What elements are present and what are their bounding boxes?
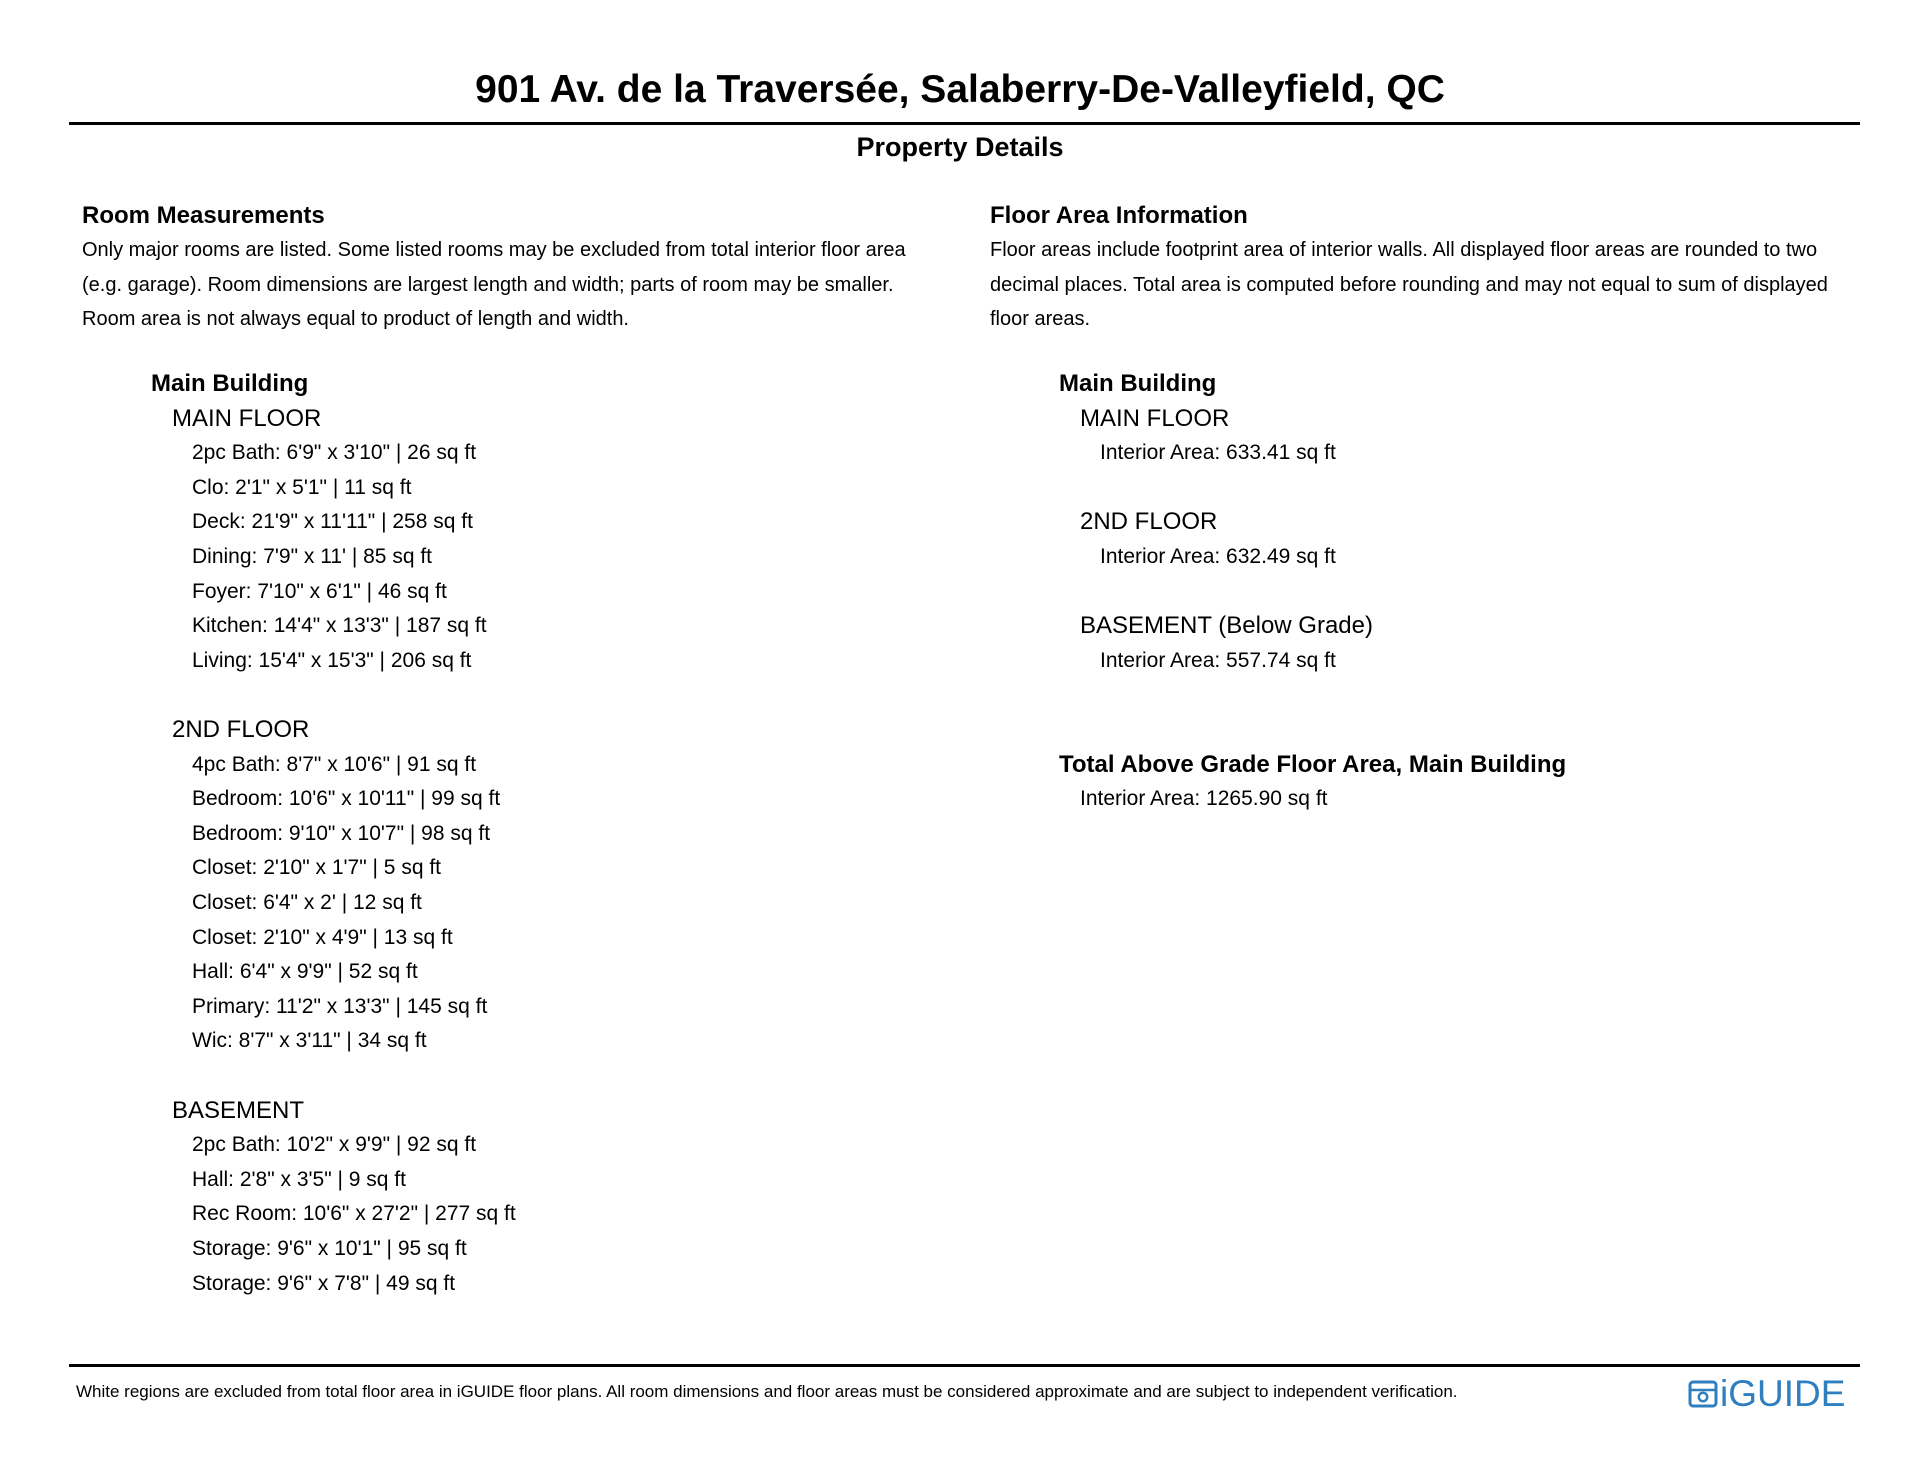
room-item: Closet: 2'10" x 4'9" | 13 sq ft xyxy=(192,925,453,949)
room-item: Primary: 11'2" x 13'3" | 145 sq ft xyxy=(192,994,488,1018)
floor-title-main: MAIN FLOOR xyxy=(172,404,322,432)
note-line: (e.g. garage). Room dimensions are largest length and width; parts of room may be smaller. xyxy=(82,273,894,296)
floor-area-value: Interior Area: 632.49 sq ft xyxy=(1100,545,1336,569)
note-line: Floor areas include footprint area of interior walls. All displayed floor areas are rounded to two xyxy=(990,239,1818,261)
spacer xyxy=(1059,575,1870,610)
room-item: Deck: 21'9" x 11'11" | 258 sq ft xyxy=(192,510,473,534)
room-item: Foyer: 7'10" x 6'1" | 46 sq ft xyxy=(192,579,447,603)
floor-area-value: Interior Area: 557.74 sq ft xyxy=(1100,648,1336,672)
floor-area-building xyxy=(1059,367,1870,817)
iguide-logo-text: iGUIDE xyxy=(1720,1373,1846,1414)
floor-title-2nd: 2ND FLOOR xyxy=(172,716,310,744)
property-address-title: 901 Av. de la Traversée, Salaberry-De-Valleyfield, QC xyxy=(475,68,1445,111)
room-item: Closet: 2'10" x 1'7" | 5 sq ft xyxy=(192,856,442,880)
spacer xyxy=(151,678,962,713)
floor-area-value: Interior Area: 633.41 sq ft xyxy=(1100,441,1336,465)
room-item: Rec Room: 10'6" x 27'2" | 277 sq ft xyxy=(192,1202,516,1226)
note-line: Room area is not always equal to product of length and width. xyxy=(82,308,629,331)
spacer xyxy=(1059,713,1870,748)
room-list-building xyxy=(151,367,962,1301)
room-item: Dining: 7'9" x 11' | 85 sq ft xyxy=(192,545,433,569)
room-item: 2pc Bath: 6'9" x 3'10" | 26 sq ft xyxy=(192,441,477,465)
iguide-camera-icon xyxy=(1688,1379,1718,1409)
room-item: Bedroom: 9'10" x 10'7" | 98 sq ft xyxy=(192,821,491,845)
floor-title-main: MAIN FLOOR xyxy=(1080,404,1230,432)
property-details-subtitle: Property Details xyxy=(856,132,1064,162)
room-item: Bedroom: 10'6" x 10'11" | 99 sq ft xyxy=(192,787,501,811)
room-item: Hall: 6'4" x 9'9" | 52 sq ft xyxy=(192,960,418,984)
total-area-block xyxy=(1059,713,1870,817)
floor-title-basement: BASEMENT xyxy=(172,1096,305,1124)
room-item: Storage: 9'6" x 10'1" | 95 sq ft xyxy=(192,1236,467,1260)
footer-disclaimer: White regions are excluded from total floor area in iGUIDE floor plans. All room dimensions and floor areas must be considered approximate and are subject to independent verification. xyxy=(76,1382,1458,1401)
room-measurements-note xyxy=(82,233,962,337)
room-item: 4pc Bath: 8'7" x 10'6" | 91 sq ft xyxy=(192,752,477,776)
floor-area-note xyxy=(990,233,1870,337)
note-line: Only major rooms are listed. Some listed rooms may be excluded from total interior floor area xyxy=(82,239,906,261)
room-item: Living: 15'4" x 15'3" | 206 sq ft xyxy=(192,648,472,672)
room-item: Storage: 9'6" x 7'8" | 49 sq ft xyxy=(192,1271,456,1295)
spacer xyxy=(151,1059,962,1094)
iguide-logo xyxy=(1688,1374,1845,1414)
note-line: decimal places. Total area is computed before rounding and may not equal to sum of displayed xyxy=(990,273,1828,296)
room-measurements-column xyxy=(82,199,962,1301)
room-item: Clo: 2'1" x 5'1" | 11 sq ft xyxy=(192,475,412,499)
floor-area-column xyxy=(990,199,1870,817)
building-title: Main Building xyxy=(1059,370,1217,398)
room-item: Hall: 2'8" x 3'5" | 9 sq ft xyxy=(192,1167,406,1191)
room-measurements-heading: Room Measurements xyxy=(82,202,325,229)
spacer xyxy=(1059,471,1870,506)
room-item: Closet: 6'4" x 2' | 12 sq ft xyxy=(192,891,422,915)
floor-area-heading: Floor Area Information xyxy=(990,202,1248,229)
footer-divider xyxy=(69,1364,1860,1367)
total-area-heading: Total Above Grade Floor Area, Main Building xyxy=(1059,750,1567,778)
room-item: 2pc Bath: 10'2" x 9'9" | 92 sq ft xyxy=(192,1133,477,1157)
building-title: Main Building xyxy=(151,370,309,398)
room-item: Kitchen: 14'4" x 13'3" | 187 sq ft xyxy=(192,614,487,638)
header-divider xyxy=(69,122,1860,125)
total-area-value: Interior Area: 1265.90 sq ft xyxy=(1080,787,1328,811)
floor-title-2nd: 2ND FLOOR xyxy=(1080,508,1218,536)
room-item: Wic: 8'7" x 3'11" | 34 sq ft xyxy=(192,1029,427,1053)
floor-title-basement: BASEMENT (Below Grade) xyxy=(1080,612,1373,640)
note-line: floor areas. xyxy=(990,308,1091,331)
